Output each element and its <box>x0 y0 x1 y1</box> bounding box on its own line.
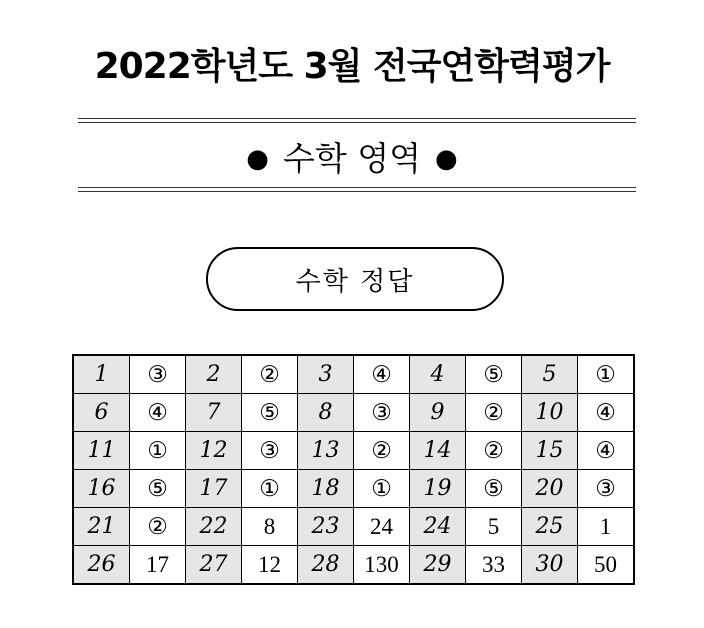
answer-value: ④ <box>578 394 635 432</box>
question-number: 28 <box>298 546 354 585</box>
question-number: 1 <box>73 355 130 394</box>
question-number: 30 <box>522 546 578 585</box>
answer-value: ② <box>354 432 410 470</box>
page-title: 2022학년도 3월 전국연학력평가 <box>94 46 610 87</box>
answer-value: ① <box>354 470 410 508</box>
answer-value: 17 <box>130 546 186 585</box>
answer-value: 50 <box>578 546 635 585</box>
question-number: 8 <box>298 394 354 432</box>
answer-value: ③ <box>354 394 410 432</box>
question-number: 25 <box>522 508 578 546</box>
answer-value: ① <box>130 432 186 470</box>
question-number: 17 <box>186 470 242 508</box>
question-number: 20 <box>522 470 578 508</box>
answer-key-badge: 수학 정답 <box>206 247 504 311</box>
question-number: 13 <box>298 432 354 470</box>
question-number: 9 <box>410 394 466 432</box>
question-number: 11 <box>73 432 130 470</box>
question-number: 21 <box>73 508 130 546</box>
answer-value: 5 <box>466 508 522 546</box>
table-row <box>73 394 634 432</box>
bullet-left: ● <box>246 144 269 174</box>
question-number: 7 <box>186 394 242 432</box>
subject-heading <box>0 133 704 180</box>
table-row <box>73 355 634 394</box>
answer-value: ⑤ <box>242 394 298 432</box>
table-row <box>73 508 634 546</box>
answer-value: ② <box>242 355 298 394</box>
question-number: 5 <box>522 355 578 394</box>
question-number: 2 <box>186 355 242 394</box>
answer-value: ⑤ <box>130 470 186 508</box>
question-number: 26 <box>73 546 130 585</box>
answer-value: 33 <box>466 546 522 585</box>
answer-value: 12 <box>242 546 298 585</box>
answer-value: ⑤ <box>466 355 522 394</box>
question-number: 4 <box>410 355 466 394</box>
question-number: 12 <box>186 432 242 470</box>
answer-value: ① <box>242 470 298 508</box>
answer-table <box>72 354 635 585</box>
question-number: 19 <box>410 470 466 508</box>
answer-value: ③ <box>130 355 186 394</box>
question-number: 27 <box>186 546 242 585</box>
bullet-right: ● <box>435 144 458 174</box>
question-number: 22 <box>186 508 242 546</box>
answer-value: ③ <box>578 470 635 508</box>
divider-top-1 <box>78 118 636 119</box>
table-row <box>73 432 634 470</box>
question-number: 14 <box>410 432 466 470</box>
question-number: 18 <box>298 470 354 508</box>
answer-value: ② <box>130 508 186 546</box>
answer-value: 130 <box>354 546 410 585</box>
question-number: 29 <box>410 546 466 585</box>
question-number: 10 <box>522 394 578 432</box>
question-number: 3 <box>298 355 354 394</box>
answer-value: ② <box>466 432 522 470</box>
answer-value: ④ <box>354 355 410 394</box>
answer-value: ① <box>578 355 635 394</box>
answer-value: ④ <box>578 432 635 470</box>
divider-top-2 <box>78 122 636 123</box>
question-number: 23 <box>298 508 354 546</box>
divider-bottom-2 <box>78 191 636 192</box>
answer-value: 24 <box>354 508 410 546</box>
table-row <box>73 546 634 585</box>
question-number: 6 <box>73 394 130 432</box>
answer-value: ② <box>466 394 522 432</box>
answer-value: ⑤ <box>466 470 522 508</box>
answer-value: ④ <box>130 394 186 432</box>
question-number: 24 <box>410 508 466 546</box>
divider-bottom-1 <box>78 187 636 188</box>
answer-value: ③ <box>242 432 298 470</box>
table-row <box>73 470 634 508</box>
answer-value: 8 <box>242 508 298 546</box>
subject-label: 수학 영역 <box>282 139 421 178</box>
answer-value: 1 <box>578 508 635 546</box>
question-number: 16 <box>73 470 130 508</box>
question-number: 15 <box>522 432 578 470</box>
